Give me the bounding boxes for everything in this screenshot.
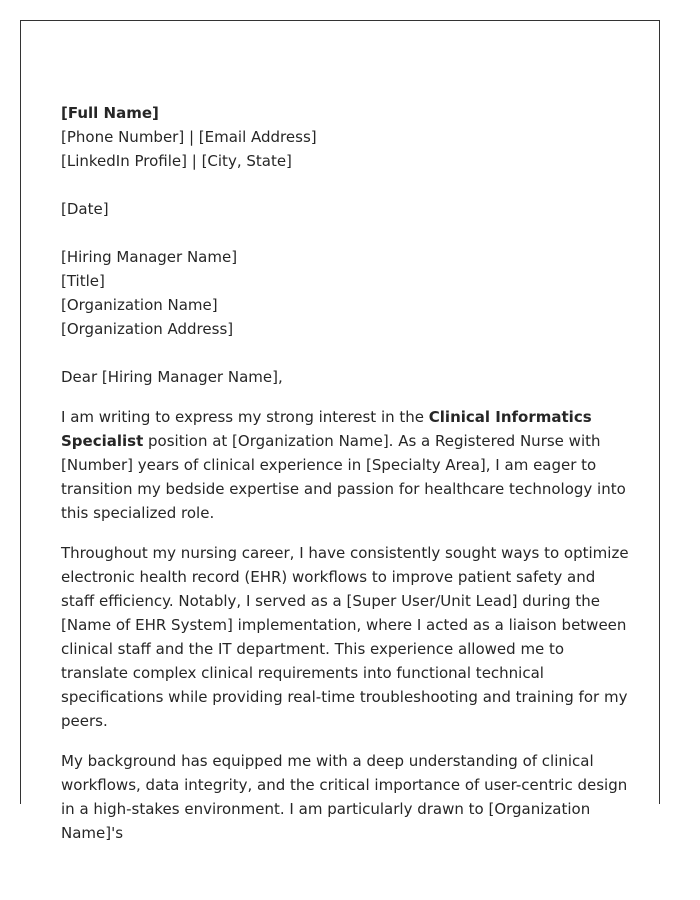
spacer	[61, 173, 631, 197]
contact-line-linkedin-city: [LinkedIn Profile] | [City, State]	[61, 152, 292, 170]
paragraph-intro-text-2: position at [Organization Name]. As a Registered Nurse with [Number] years of clinical experience in [Specialty Area], I am eager to transition my bedside expertise and passion for healthcare technology into this specialized role.	[61, 432, 626, 522]
salutation: Dear [Hiring Manager Name],	[61, 368, 283, 386]
paragraph-background: My background has equipped me with a deep understanding of clinical workflows, data integrity, and the critical importance of user-centric design in a high-stakes environment. I am particularly drawn to [Organization Name]'s	[61, 752, 628, 842]
recipient-name: [Hiring Manager Name]	[61, 248, 238, 266]
paragraph-intro-text-1: I am writing to express my strong interest in the	[61, 408, 429, 426]
contact-line-phone-email: [Phone Number] | [Email Address]	[61, 128, 317, 146]
paragraph-intro	[61, 405, 631, 525]
cover-letter-body	[61, 101, 631, 861]
full-name: [Full Name]	[61, 104, 159, 122]
recipient-organization: [Organization Name]	[61, 296, 218, 314]
role-title: Clinical Informatics Specialist	[61, 408, 592, 450]
recipient-title: [Title]	[61, 272, 105, 290]
recipient-address: [Organization Address]	[61, 320, 234, 338]
spacer	[61, 221, 631, 245]
letter-date: [Date]	[61, 200, 109, 218]
paragraph-experience: Throughout my nursing career, I have consistently sought ways to optimize electronic health record (EHR) workflows to improve patient safety and staff efficiency. Notably, I served as a [Super User/Unit Lead] during the [Name of EHR System] implementation, where I acted as a liaison between clinical staff and the IT department. This experience allowed me to translate complex clinical requirements into functional technical specifications while providing real-time troubleshooting and training for my peers.	[61, 544, 629, 730]
spacer	[61, 341, 631, 365]
document-page	[20, 20, 660, 842]
